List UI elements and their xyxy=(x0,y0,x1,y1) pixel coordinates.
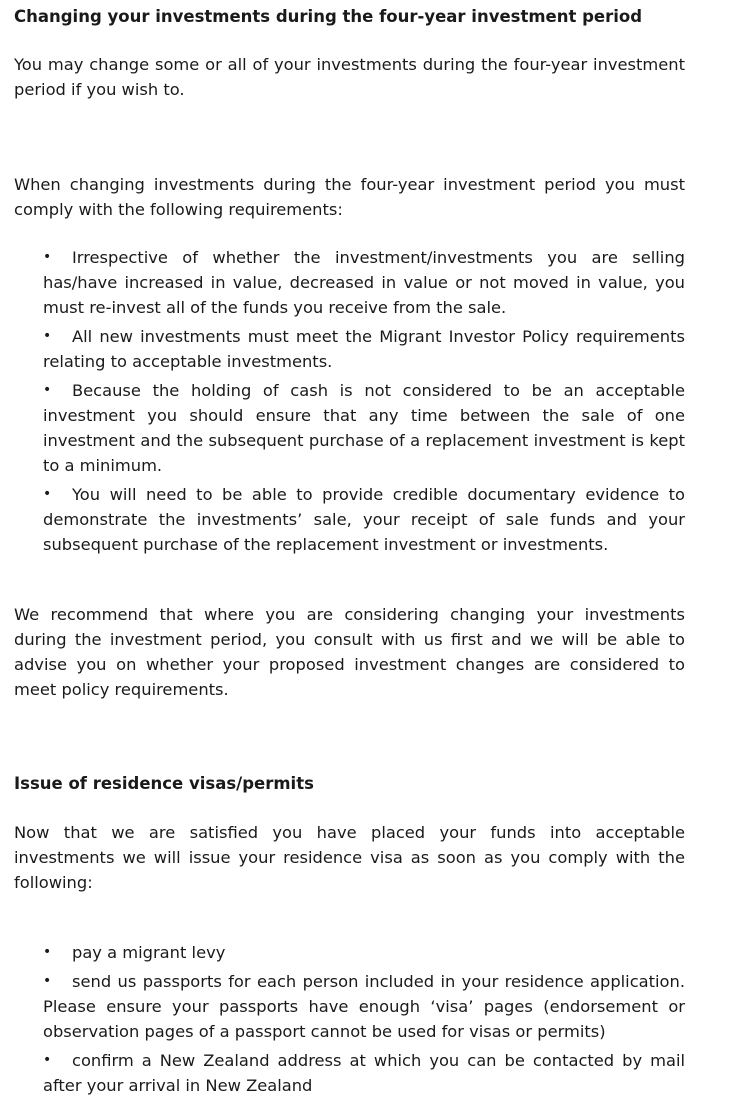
section-heading-changing-investments: Changing your investments during the four-year investment period xyxy=(14,7,643,26)
list-item-text: Irrespective of whether the investment/investments you are selling has/have increased in value, decreased in value or not moved in value, you must re-invest all of the funds you receive from the sale. xyxy=(43,248,685,317)
paragraph-residence-intro: Now that we are satisfied you have placed your funds into acceptable investments we will issue your residence visa as soon as you comply with the following: xyxy=(14,823,685,892)
list-item xyxy=(43,969,685,1044)
bullet-icon: • xyxy=(43,382,52,398)
bullet-icon: • xyxy=(43,249,52,265)
residence-requirements-list xyxy=(0,940,754,1098)
bullet-icon: • xyxy=(43,1052,52,1068)
list-item xyxy=(43,482,685,557)
list-item-text: confirm a New Zealand address at which you can be contacted by mail after your arrival in New Zealand xyxy=(43,1051,685,1095)
bullet-icon: • xyxy=(43,328,52,344)
bullet-icon: • xyxy=(43,486,52,502)
list-item-text: All new investments must meet the Migrant Investor Policy requirements relating to acceptable investments. xyxy=(43,327,685,371)
list-item xyxy=(43,1048,685,1098)
bullet-icon: • xyxy=(43,973,52,989)
list-item xyxy=(43,940,685,965)
list-item-text: Because the holding of cash is not considered to be an acceptable investment you should ensure that any time between the sale of one investment and the subsequent purchase of a replacement investment is kept to a minimum. xyxy=(43,381,685,475)
section-heading-residence-visas: Issue of residence visas/permits xyxy=(14,774,314,793)
list-item-text: pay a migrant levy xyxy=(72,943,226,962)
paragraph-recommendation: We recommend that where you are considering changing your investments during the investment period, you consult with us first and we will be able to advise you on whether your proposed investment changes are considered to meet policy requirements. xyxy=(14,605,685,699)
requirements-list xyxy=(0,245,754,557)
paragraph-change-intro: You may change some or all of your investments during the four-year investment period if you wish to. xyxy=(14,55,685,99)
list-item-text: send us passports for each person included in your residence application. Please ensure your passports have enough ‘visa’ pages (endorsement or observation pages of a passport cannot be used for visas or permits) xyxy=(43,972,685,1041)
list-item-text: You will need to be able to provide credible documentary evidence to demonstrate the investments’ sale, your receipt of sale funds and your subsequent purchase of the replacement investment or investments. xyxy=(43,485,685,554)
list-item xyxy=(43,245,685,320)
list-item xyxy=(43,324,685,374)
bullet-icon: • xyxy=(43,944,52,960)
list-item xyxy=(43,378,685,478)
paragraph-requirements-intro: When changing investments during the four-year investment period you must comply with the following requirements: xyxy=(14,175,685,219)
